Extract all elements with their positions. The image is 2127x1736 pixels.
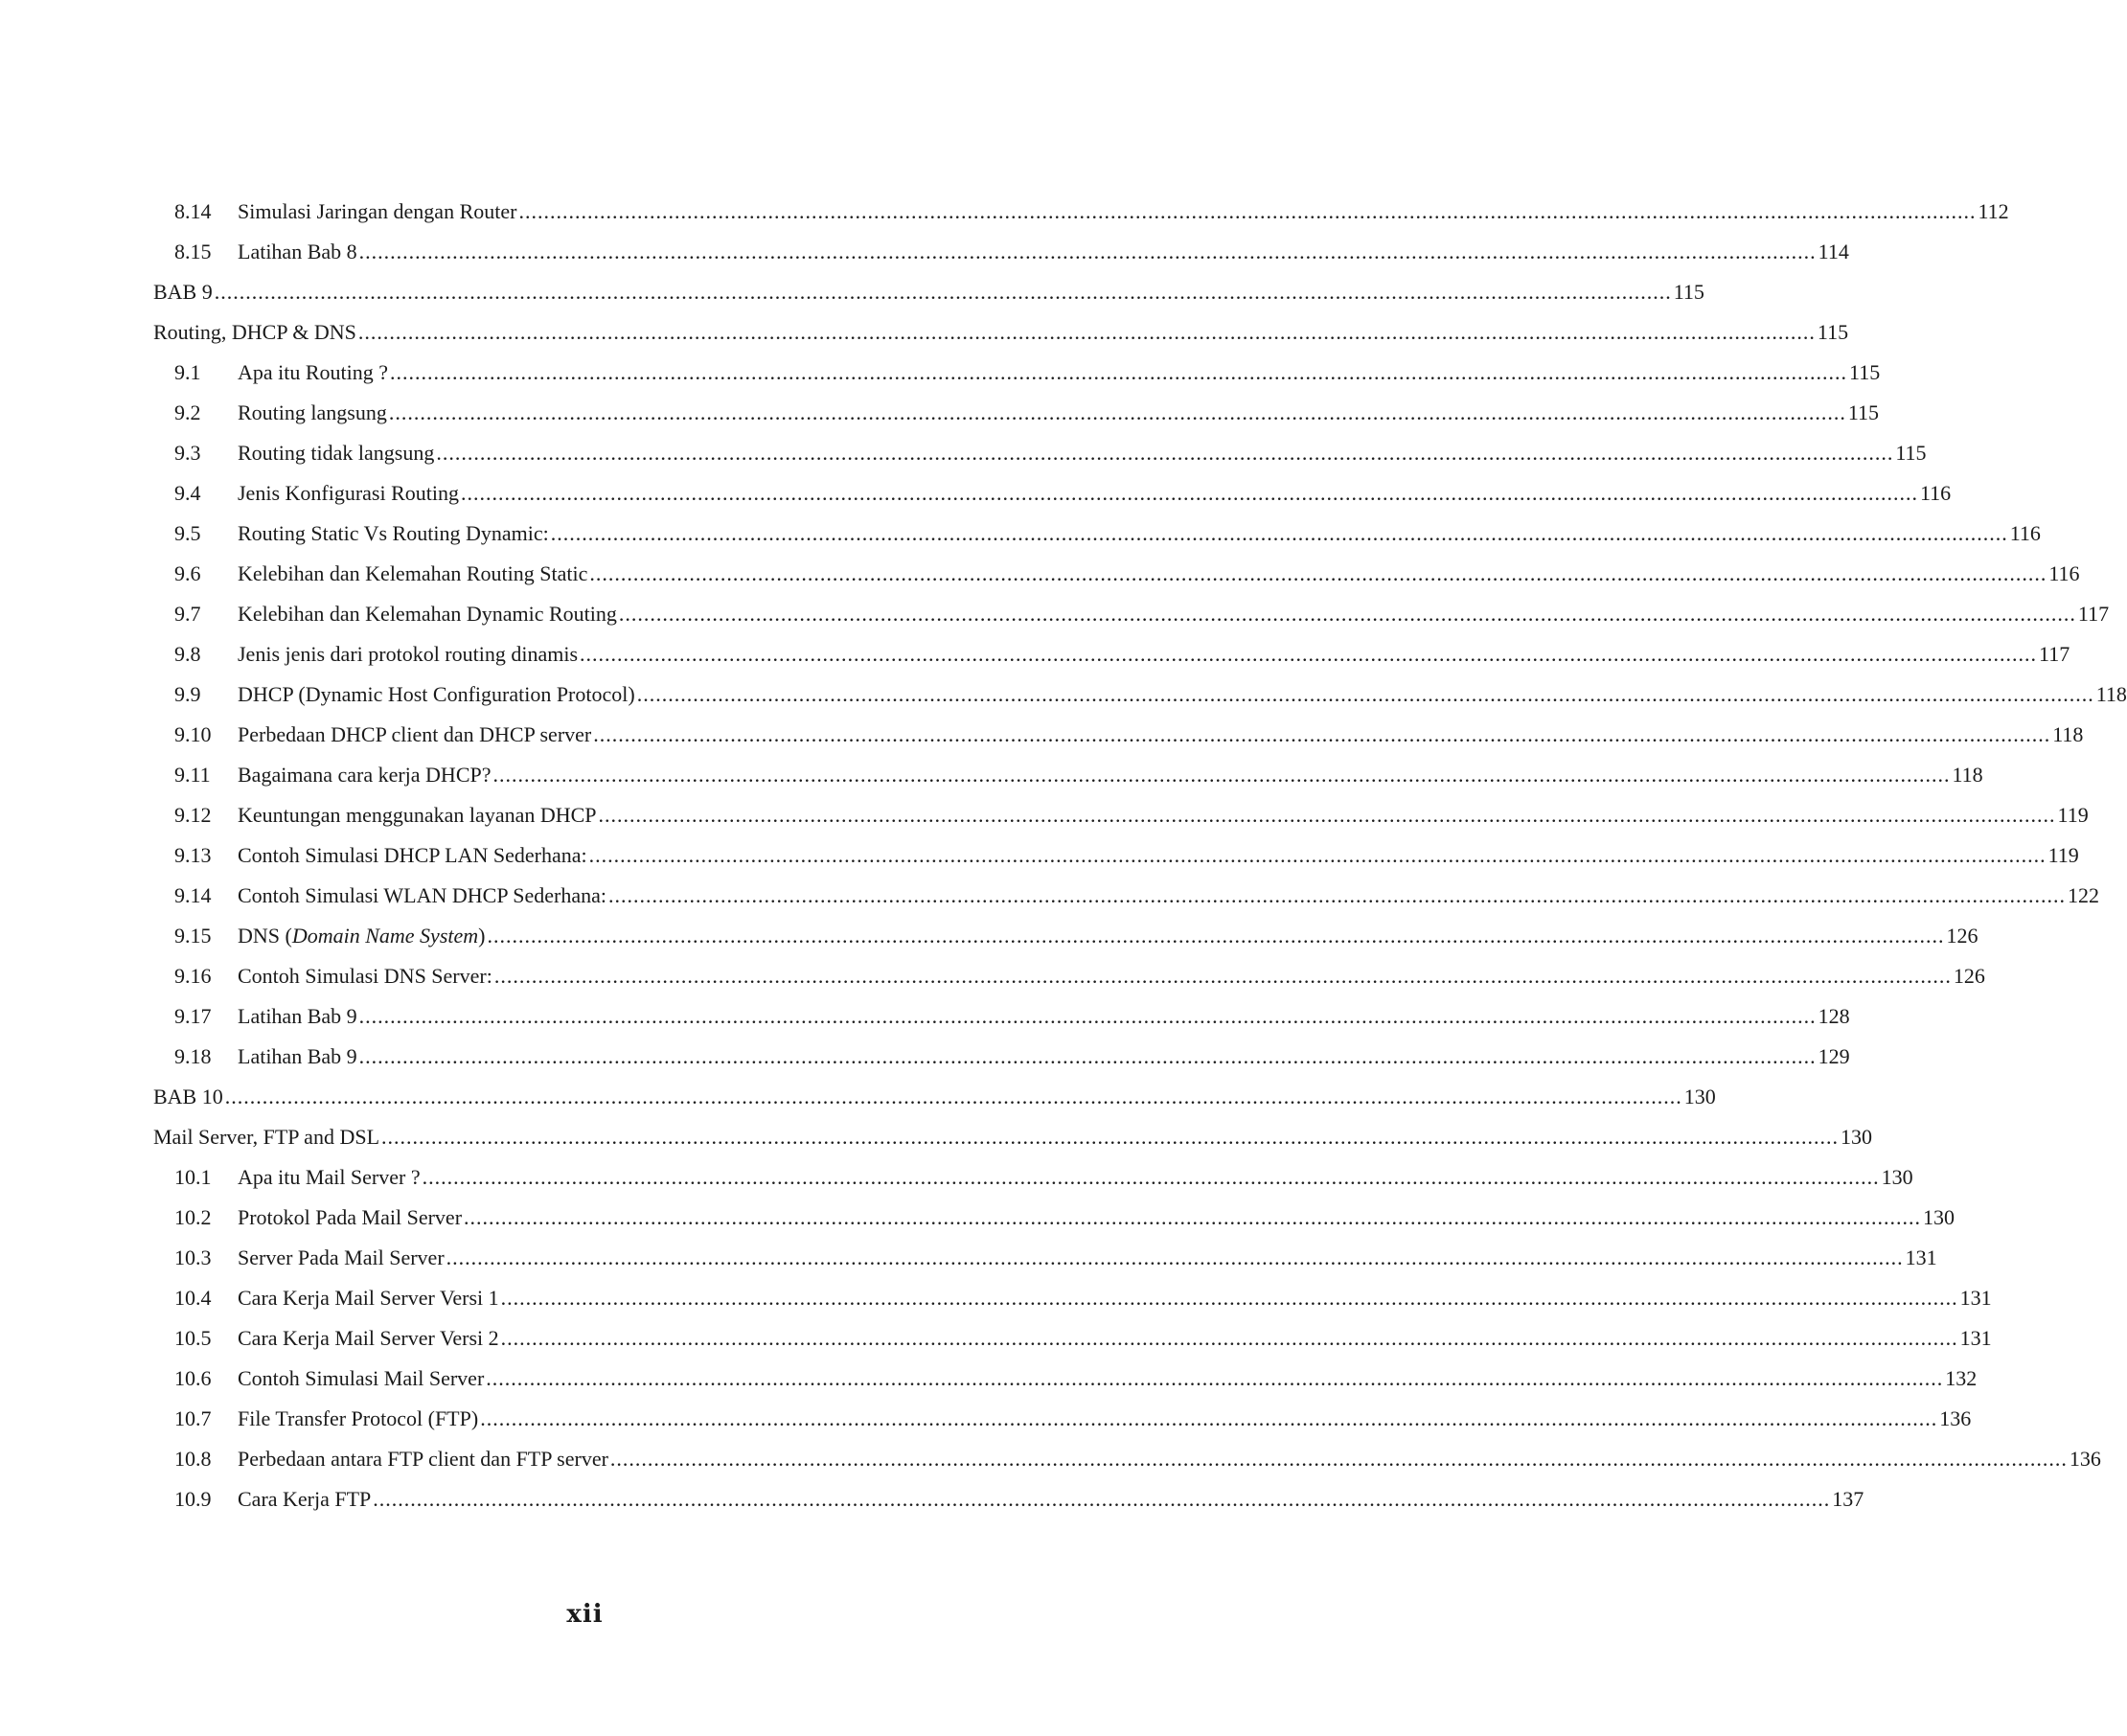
toc-entry-page: 136 xyxy=(2069,1447,2101,1471)
toc-entry-page: 122 xyxy=(2067,883,2099,907)
toc-entry-page: 116 xyxy=(1920,481,1952,505)
toc-entry-page: 116 xyxy=(2009,521,2041,545)
toc-entry-number: 9.1 xyxy=(174,360,201,384)
toc-entry-title-text: Perbedaan antara FTP client dan FTP server xyxy=(238,1447,608,1471)
toc-entry xyxy=(153,876,2099,916)
toc-entry-title-suffix: ) xyxy=(478,924,486,948)
toc-entry xyxy=(153,433,1927,473)
toc-entry-number: 9.6 xyxy=(174,561,201,585)
toc-leader-dots xyxy=(390,353,1847,393)
toc-entry xyxy=(153,1198,1955,1238)
toc-entry-title-text: Simulasi Jaringan dengan Router xyxy=(238,199,517,223)
toc-leader-dots xyxy=(608,876,2066,916)
toc-entry-title-text: DHCP (Dynamic Host Configuration Protocol) xyxy=(238,682,635,706)
toc-entry-number: 8.14 xyxy=(174,199,212,223)
toc-leader-dots xyxy=(619,594,2076,634)
toc-leader-dots xyxy=(494,956,1952,996)
toc-entry-number: 10.5 xyxy=(174,1326,212,1350)
toc-entry xyxy=(153,795,2089,835)
toc-entry-number: 10.4 xyxy=(174,1286,212,1310)
toc-entry-title-text: Perbedaan DHCP client dan DHCP server xyxy=(238,722,592,746)
toc-entry xyxy=(153,1479,1864,1519)
toc-entry-page: 130 xyxy=(1683,1085,1716,1108)
toc-entry-title xyxy=(238,715,591,755)
toc-entry-number: 10.9 xyxy=(174,1487,212,1511)
toc-entry-title xyxy=(238,1198,462,1238)
page-number: xii xyxy=(566,1600,604,1629)
toc-entry-title-text: Mail Server, FTP and DSL xyxy=(153,1125,380,1149)
toc-entry-number: 9.7 xyxy=(174,602,201,626)
toc-leader-dots xyxy=(359,1037,1817,1077)
toc-entry-page: 115 xyxy=(1673,280,1704,304)
toc-leader-dots xyxy=(373,1479,1830,1519)
toc-entry-title xyxy=(238,473,459,514)
toc-entry-title xyxy=(238,956,492,996)
toc-entry xyxy=(153,916,1978,956)
toc-entry-number: 10.1 xyxy=(174,1165,212,1189)
toc-entry xyxy=(153,1359,1978,1399)
toc-leader-dots xyxy=(486,1359,1943,1399)
toc-entry-number: 9.2 xyxy=(174,400,201,424)
toc-entry-title xyxy=(238,755,492,795)
toc-entry-number: 9.15 xyxy=(174,924,212,948)
toc-entry-page: 129 xyxy=(1818,1044,1850,1068)
toc-entry xyxy=(153,393,1880,433)
toc-entry-title xyxy=(238,1238,445,1278)
toc-entry-title xyxy=(238,674,635,715)
toc-entry-title-text: Jenis Konfigurasi Routing xyxy=(238,481,459,505)
toc-entry-page: 118 xyxy=(1952,763,1983,787)
toc-entry-number: 9.17 xyxy=(174,1004,212,1028)
toc-entry xyxy=(153,312,1849,353)
toc-entry xyxy=(153,272,1704,312)
toc-entry xyxy=(153,192,2009,232)
toc-entry-number: 9.14 xyxy=(174,883,212,907)
toc-leader-dots xyxy=(487,916,1944,956)
toc-entry-title-text: BAB 9 xyxy=(153,280,213,304)
toc-entry-page: 137 xyxy=(1832,1487,1864,1511)
toc-entry-title xyxy=(238,1399,478,1439)
toc-entry-title xyxy=(153,1117,379,1157)
toc-entry xyxy=(153,1077,1716,1117)
toc-leader-dots xyxy=(589,554,2047,594)
toc-entry-title xyxy=(238,1278,499,1318)
toc-entry-title xyxy=(238,594,617,634)
toc-leader-dots xyxy=(551,514,2008,554)
toc-entry-page: 115 xyxy=(1849,360,1881,384)
toc-entry-number: 9.18 xyxy=(174,1044,212,1068)
toc-entry-title xyxy=(238,1479,371,1519)
toc-leader-dots xyxy=(599,795,2056,835)
toc-leader-dots xyxy=(436,433,1893,473)
toc-entry-number: 9.13 xyxy=(174,843,212,867)
toc-leader-dots xyxy=(501,1318,1958,1359)
toc-leader-dots xyxy=(610,1439,2068,1479)
toc-entry-title-text: Contoh Simulasi DHCP LAN Sederhana: xyxy=(238,843,587,867)
toc-entry-title xyxy=(238,1439,608,1479)
toc-entry-title-text: DNS ( xyxy=(238,924,292,948)
toc-entry-number: 10.8 xyxy=(174,1447,212,1471)
toc-leader-dots xyxy=(461,473,1918,514)
toc-leader-dots xyxy=(464,1198,1921,1238)
toc-entry xyxy=(153,1117,1873,1157)
toc-entry-title-text: Cara Kerja Mail Server Versi 2 xyxy=(238,1326,499,1350)
toc-entry-title-text: Protokol Pada Mail Server xyxy=(238,1205,463,1229)
toc-entry-title-text: Latihan Bab 9 xyxy=(238,1044,357,1068)
toc-entry-title-text: Bagaimana cara kerja DHCP? xyxy=(238,763,492,787)
toc-entry xyxy=(153,755,1983,795)
toc-entry-page: 114 xyxy=(1818,240,1849,263)
toc-entry-page: 115 xyxy=(1847,400,1880,424)
toc-entry-title-text: Cara Kerja FTP xyxy=(238,1487,372,1511)
toc-entry xyxy=(153,674,2127,715)
table-of-contents xyxy=(153,192,2127,1519)
toc-entry-page: 117 xyxy=(2039,642,2070,666)
toc-entry-title xyxy=(238,835,587,876)
toc-entry xyxy=(153,1439,2101,1479)
toc-entry-page: 112 xyxy=(1978,199,2009,223)
toc-entry-number: 9.9 xyxy=(174,682,201,706)
toc-leader-dots xyxy=(359,232,1817,272)
toc-entry-page: 131 xyxy=(1959,1326,1992,1350)
toc-entry-number: 9.3 xyxy=(174,441,201,465)
toc-entry xyxy=(153,1399,1972,1439)
toc-entry-page: 119 xyxy=(2047,843,2079,867)
toc-leader-dots xyxy=(637,674,2094,715)
toc-entry xyxy=(153,715,2084,755)
toc-entry xyxy=(153,353,1881,393)
toc-entry xyxy=(153,1037,1850,1077)
toc-leader-dots xyxy=(381,1117,1839,1157)
toc-entry-title-text: Latihan Bab 9 xyxy=(238,1004,357,1028)
toc-entry xyxy=(153,1278,1992,1318)
toc-entry-title-italic: Domain Name System xyxy=(291,924,479,948)
toc-entry xyxy=(153,514,2041,554)
toc-entry-title xyxy=(238,1157,421,1198)
toc-entry-number: 10.3 xyxy=(174,1245,212,1269)
toc-entry-title xyxy=(238,795,597,835)
toc-entry xyxy=(153,956,1985,996)
toc-entry-page: 119 xyxy=(2057,803,2089,827)
toc-entry-title-text: Contoh Simulasi DNS Server: xyxy=(238,964,492,988)
toc-entry-number: 9.16 xyxy=(174,964,212,988)
toc-entry-title-text: Routing, DHCP & DNS xyxy=(153,320,356,344)
toc-entry xyxy=(153,1157,1913,1198)
toc-entry-title-text: Apa itu Routing ? xyxy=(238,360,389,384)
toc-leader-dots xyxy=(589,835,2047,876)
toc-leader-dots xyxy=(358,312,1816,353)
toc-entry-number: 10.7 xyxy=(174,1406,212,1430)
toc-entry-title-text: Contoh Simulasi Mail Server xyxy=(238,1366,485,1390)
toc-entry-title xyxy=(238,634,578,674)
toc-entry-title-text: Kelebihan dan Kelemahan Dynamic Routing xyxy=(238,602,617,626)
toc-entry-title xyxy=(238,554,587,594)
toc-entry-page: 130 xyxy=(1841,1125,1873,1149)
toc-entry-number: 9.12 xyxy=(174,803,212,827)
toc-entry-title xyxy=(238,916,485,956)
toc-entry-title-text: Cara Kerja Mail Server Versi 1 xyxy=(238,1286,499,1310)
toc-entry-title xyxy=(238,232,357,272)
toc-entry xyxy=(153,835,2079,876)
toc-entry-title xyxy=(238,1359,484,1399)
toc-entry-title-text: Contoh Simulasi WLAN DHCP Sederhana: xyxy=(238,883,606,907)
toc-entry-number: 9.10 xyxy=(174,722,212,746)
toc-leader-dots xyxy=(580,634,2037,674)
toc-leader-dots xyxy=(446,1238,1904,1278)
toc-entry-title xyxy=(153,1077,223,1117)
toc-entry-title xyxy=(238,433,434,473)
toc-entry-title xyxy=(238,353,388,393)
toc-entry-page: 131 xyxy=(1959,1286,1992,1310)
toc-leader-dots xyxy=(215,272,1672,312)
toc-entry xyxy=(153,634,2070,674)
toc-entry-page: 118 xyxy=(2052,722,2084,746)
toc-leader-dots xyxy=(359,996,1817,1037)
toc-entry-number: 9.5 xyxy=(174,521,201,545)
toc-entry-page: 136 xyxy=(1939,1406,1972,1430)
toc-entry-number: 9.8 xyxy=(174,642,201,666)
toc-entry xyxy=(153,232,1849,272)
toc-entry xyxy=(153,594,2110,634)
toc-leader-dots xyxy=(593,715,2050,755)
toc-entry-title xyxy=(153,272,213,312)
toc-entry-title-text: Jenis jenis dari protokol routing dinamis xyxy=(238,642,579,666)
toc-leader-dots xyxy=(501,1278,1958,1318)
toc-entry-title xyxy=(238,876,606,916)
toc-leader-dots xyxy=(225,1077,1682,1117)
toc-entry-page: 117 xyxy=(2077,602,2110,626)
toc-entry-title-text: Kelebihan dan Kelemahan Routing Static xyxy=(238,561,588,585)
toc-entry-title-text: Routing Static Vs Routing Dynamic: xyxy=(238,521,549,545)
toc-entry-page: 118 xyxy=(2095,682,2127,706)
toc-leader-dots xyxy=(423,1157,1880,1198)
toc-entry xyxy=(153,1318,1992,1359)
toc-entry-title-text: Keuntungan menggunakan layanan DHCP xyxy=(238,803,597,827)
toc-entry-number: 8.15 xyxy=(174,240,212,263)
toc-entry-page: 132 xyxy=(1945,1366,1978,1390)
toc-entry-title-text: Routing tidak langsung xyxy=(238,441,435,465)
toc-leader-dots xyxy=(389,393,1846,433)
toc-entry-title xyxy=(238,1318,499,1359)
toc-entry xyxy=(153,1238,1937,1278)
toc-entry-title-text: File Transfer Protocol (FTP) xyxy=(238,1406,479,1430)
toc-entry-page: 130 xyxy=(1923,1205,1955,1229)
toc-entry-title xyxy=(238,996,357,1037)
toc-entry-title-text: Server Pada Mail Server xyxy=(238,1245,445,1269)
toc-entry-title xyxy=(238,1037,357,1077)
toc-entry-number: 10.6 xyxy=(174,1366,212,1390)
toc-entry-number: 10.2 xyxy=(174,1205,212,1229)
toc-entry-page: 115 xyxy=(1895,441,1927,465)
toc-entry-title xyxy=(238,514,549,554)
toc-entry-page: 131 xyxy=(1905,1245,1937,1269)
toc-entry-page: 130 xyxy=(1881,1165,1913,1189)
toc-entry-title-text: BAB 10 xyxy=(153,1085,223,1108)
toc-entry-page: 115 xyxy=(1817,320,1849,344)
toc-entry xyxy=(153,473,1952,514)
toc-entry-title xyxy=(153,312,356,353)
toc-leader-dots xyxy=(518,192,1976,232)
toc-leader-dots xyxy=(493,755,1951,795)
toc-entry-page: 116 xyxy=(2048,561,2080,585)
toc-entry-title xyxy=(238,393,387,433)
toc-entry-title-text: Routing langsung xyxy=(238,400,387,424)
toc-entry xyxy=(153,996,1850,1037)
toc-leader-dots xyxy=(480,1399,1937,1439)
toc-entry-page: 126 xyxy=(1953,964,1985,988)
toc-entry-page: 126 xyxy=(1946,924,1978,948)
toc-entry-title-text: Latihan Bab 8 xyxy=(238,240,357,263)
toc-entry-number: 9.4 xyxy=(174,481,201,505)
toc-entry-title-text: Apa itu Mail Server ? xyxy=(238,1165,421,1189)
toc-entry xyxy=(153,554,2080,594)
toc-entry-title xyxy=(238,192,516,232)
toc-entry-number: 9.11 xyxy=(174,763,211,787)
toc-entry-page: 128 xyxy=(1818,1004,1850,1028)
